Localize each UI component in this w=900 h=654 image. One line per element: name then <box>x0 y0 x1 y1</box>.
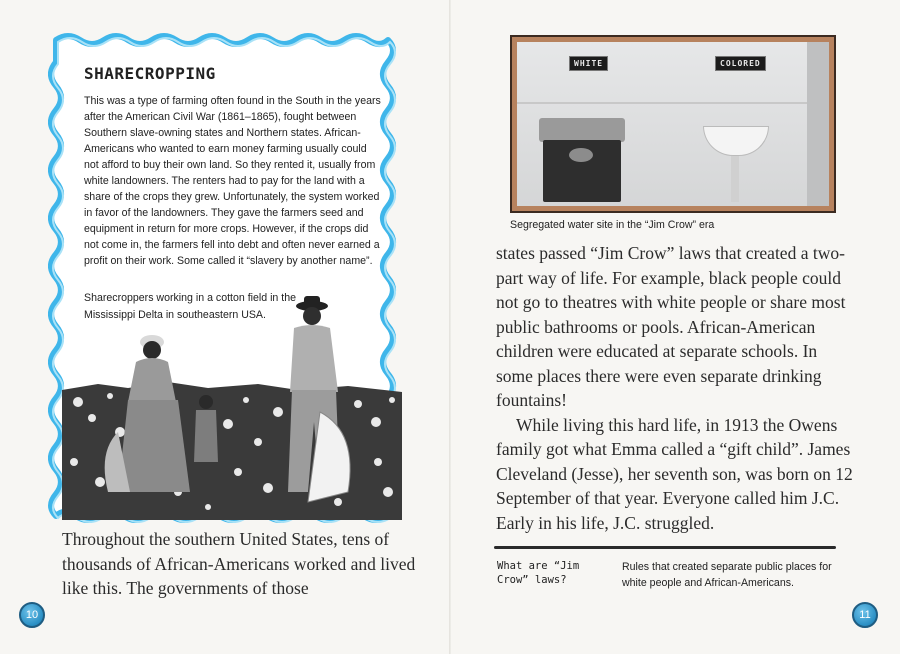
sharecroppers-photo <box>58 292 406 524</box>
sidebar-content <box>84 64 382 269</box>
page-number-right: 11 <box>852 602 878 628</box>
sidebar-body-text: This was a type of farming often found in the South in the years after the American Civil War (1861–1865), fought between Southern slave-owning states and Northern states. African-Americans who wanted to earn money farming usually could not afford to buy their own land. So they rented it, usually from white landowners. The renters had to pay for the land with a share of the crops they grew. Unfortunately, the system worked in favor of the landowners. They gave the farmers seed and equipment in return for more crops. However, if the crops did not come in, the farmers fell into debt and often never earned a profit on their work. Some called it “slavery by another name”. <box>84 95 381 267</box>
water-fountain-photo-frame <box>510 35 836 213</box>
photo-caption: Sharecroppers working in a cotton field in the Mississippi Delta in southeastern USA. <box>84 292 296 321</box>
glossary-divider <box>494 546 836 549</box>
paragraph: states passed “Jim Crow” laws that created a two-part way of life. For example, black people could not go to theatres with white people or share most public bathrooms or pools. African-American children were educated at separate schools. In some places there were even separate drinking fountains! <box>496 243 846 410</box>
paragraph: While living this hard life, in 1913 the Owens family got what Emma called a “gift child”. James Cleveland (Jesse), her seventh son, was born on 12 September of that year. Everyone called him J.C. Early in his life, J.C. struggled. <box>496 414 853 533</box>
water-fountain-photo <box>517 42 829 206</box>
left-body-text: Throughout the southern United States, tens of thousands of African-Americans worked and lived like this. The governments of those <box>62 529 416 598</box>
water-photo-caption: Segregated water site in the “Jim Crow” era <box>510 219 715 231</box>
sign-white: WHITE <box>569 56 608 71</box>
fountain-top <box>539 118 625 142</box>
sign-colored: COLORED <box>715 56 766 71</box>
page-number-left: 10 <box>19 602 45 628</box>
glossary-term: What are “Jim Crow” laws? <box>497 560 580 586</box>
sidebar-title: SHARECROPPING <box>84 64 216 83</box>
right-body-text <box>496 241 856 535</box>
glossary-definition: Rules that created separate public places for white people and African-Americans. <box>622 561 832 589</box>
